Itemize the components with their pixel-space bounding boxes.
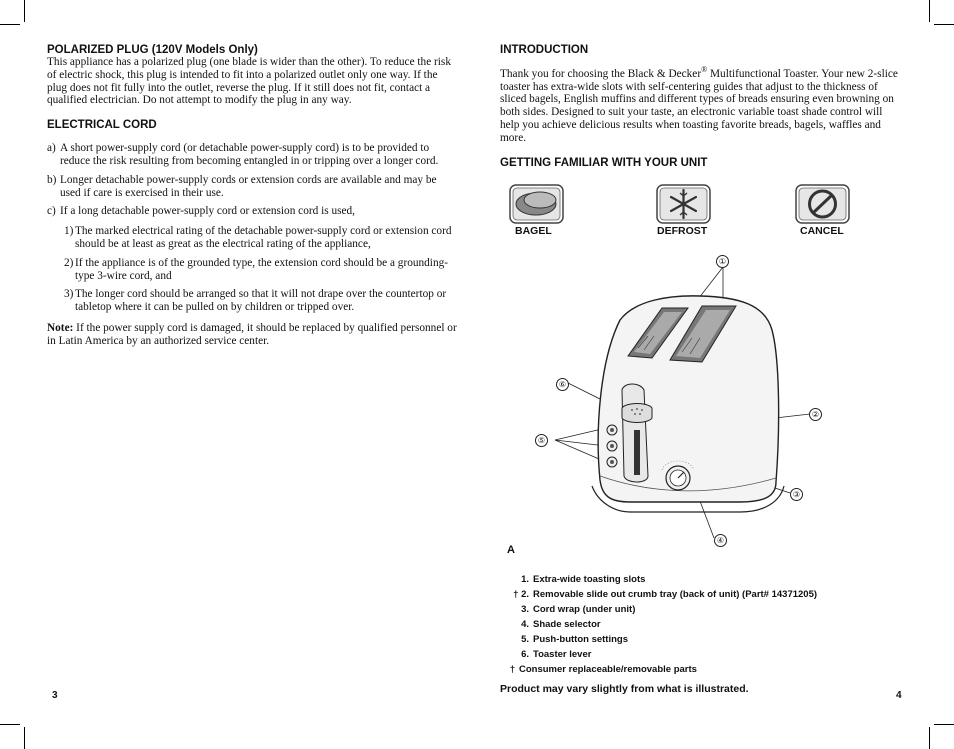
cord-subitem-1: 1) The marked electrical rating of the detachable power-supply cord or extension cord should be at least as great as the electrical rating of the appliance, (64, 225, 452, 250)
cord-subitem-2: 2) If the appliance is of the grounded type, the extension cord should be a grounding-type 3-wire cord, and (64, 256, 449, 282)
bagel-label: BAGEL (515, 225, 552, 237)
list-item: 3. Cord wrap (under unit) (521, 604, 636, 615)
intro-header: INTRODUCTION (500, 44, 589, 56)
left-page (47, 44, 459, 348)
list-item: † 2. Removable slide out crumb tray (back of unit) (Part# 14371205) (513, 589, 818, 600)
note-label: Note: (47, 321, 74, 334)
parts-list (505, 572, 817, 677)
crop-mark (0, 724, 20, 725)
page-number-left: 3 (52, 690, 58, 701)
crop-mark (934, 724, 954, 725)
page-number-right: 4 (896, 690, 902, 701)
list-item: 5. Push-button settings (521, 634, 628, 645)
figure-label: A (507, 544, 515, 556)
cancel-icon (795, 184, 850, 224)
familiar-header: GETTING FAMILIAR WITH YOUR UNIT (500, 156, 708, 169)
crop-mark (929, 727, 930, 749)
plug-text: This appliance has a polarized plug (one blade is wider than the other). To reduce the risk of electric shock, this plug is intended to fit into a polarized outlet only one way. If the plug does not fit fully into the outlet, reverse the plug. If it still does not fit, contact a qualified electrician. Do not attempt to modify the plug in any way. (47, 56, 451, 107)
note-paragraph (47, 322, 459, 348)
crop-mark (934, 24, 954, 25)
cord-item-b: b) Longer detachable power-supply cords or extension cords are available and may be used if care is exercised in their use. (47, 173, 437, 199)
callout-6: ⑥ (556, 378, 569, 391)
cancel-label: CANCEL (800, 225, 844, 237)
disclaimer: Product may vary slightly from what is illustrated. (500, 683, 749, 695)
callout-4: ④ (714, 534, 727, 547)
cord-item-a: a) A short power-supply cord (or detachable power-supply cord) is to be provided to reduce the risk resulting from becoming entangled in or tripping over a longer cord. (47, 142, 439, 167)
callout-2: ② (809, 408, 822, 421)
defrost-label: DEFROST (657, 225, 708, 237)
cord-item-c: c) If a long detachable power-supply cord or extension cord is used, (47, 205, 355, 218)
callout-3: ③ (790, 488, 803, 501)
plug-header: POLARIZED PLUG (120V Models Only) (47, 44, 258, 56)
cord-subitem-3: 3) The longer cord should be arranged so that it will not drape over the countertop or tabletop where it can be pulled on by children or tripped over. (64, 288, 447, 314)
bagel-icon (509, 184, 564, 224)
list-item: † Consumer replaceable/removable parts (509, 664, 697, 675)
callout-1: ① (716, 255, 729, 268)
crop-mark (24, 0, 25, 22)
callout-5: ⑤ (535, 434, 548, 447)
right-page (500, 44, 902, 169)
list-item: 1. Extra-wide toasting slots (521, 574, 646, 585)
note-text: If the power supply cord is damaged, it should be replaced by qualified personnel or in Latin America by an authorized service center. (47, 321, 457, 347)
intro-text: Thank you for choosing the Black & Decker® Multifunctional Toaster. Your new 2-slice toaster has extra-wide slots with self-centering guides that adjust to the thickness of sliced bagels, English muffins and different types of breads ensuring even browning on both sides. Designed to suit your taste, an electronic variable toast shade control will help you achieve delicious results when toasting favorite breads, bagels, waffles and more. (500, 65, 898, 144)
list-item: 6. Toaster lever (521, 649, 592, 660)
cord-header: ELECTRICAL CORD (47, 119, 157, 132)
toaster-illustration (540, 250, 830, 550)
crop-mark (929, 0, 930, 22)
list-item: 4. Shade selector (521, 619, 601, 630)
crop-mark (24, 727, 25, 749)
registered-mark: ® (701, 65, 708, 74)
crop-mark (0, 24, 20, 25)
snowflake-icon (656, 184, 711, 224)
